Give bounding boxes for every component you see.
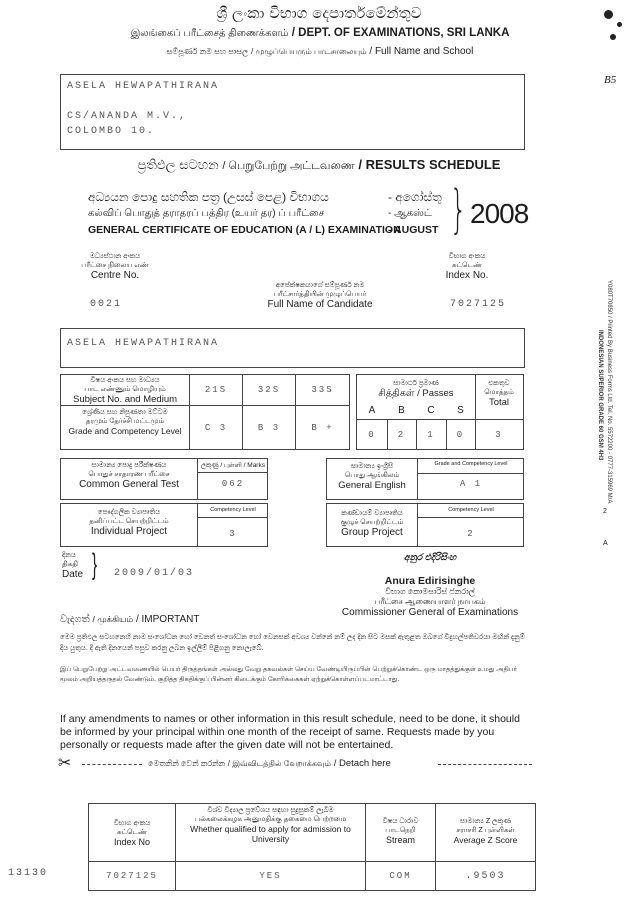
stub-univ-label-si: විශ්ව විද්‍යාල ප්‍රවේශය සඳහා සුදුසුකම් ලැබීම <box>207 807 334 814</box>
date-label-ta: திகதி <box>62 561 78 568</box>
candidate-label-en: Full Name of Candidate <box>267 299 373 310</box>
margin-printer-line: Y080T70850 / Printed By Business Forms Ltd. Tel. No. 5572200 - 0777-315969 M/A <box>606 280 612 504</box>
address-line-3: COLOMBO 10. <box>67 126 156 137</box>
index-label-en: Index No. <box>445 270 489 281</box>
passes-col-header: A <box>368 405 376 416</box>
date-brace: } <box>92 548 98 581</box>
date-label <box>62 551 83 580</box>
common-test-label-en: Common General Test <box>79 479 179 490</box>
total-label-en: Total <box>488 397 510 408</box>
margin-mark-a: 2 <box>603 508 607 515</box>
important-heading <box>60 614 200 626</box>
common-test-label-si: සාමාන්‍ය පොදු පරීක්ෂණය <box>91 462 167 469</box>
stub-stream-label-si: විෂය ධාරාව <box>382 818 419 825</box>
centre-number: 0021 <box>90 299 123 310</box>
grade-label-en: Grade and Competency Level <box>68 426 182 436</box>
header-title-sinhala: ශ්‍රී ලංකා විභාග දෙපාර්තමේන්තුව <box>216 4 422 22</box>
centre-label-si: මධ්‍යස්ථාන අංකය <box>89 253 141 260</box>
group-project-level: 2 <box>467 529 475 539</box>
passes-label-si: සාමාර්ථ ප්‍රමාණ <box>393 380 439 387</box>
date-value: 2009/01/03 <box>114 568 195 579</box>
general-english-box <box>326 458 524 500</box>
important-si: වැදගත් <box>60 614 90 625</box>
subject-grade: B 3 <box>257 423 281 433</box>
corner-dot <box>604 10 613 19</box>
centre-label-ta: பரீட்சை நிலைய எண் <box>81 262 149 269</box>
passes-label-ta: சித்திகள் / Passes <box>378 388 454 399</box>
detach-si: මෙතනින් වෙන් කරන්න <box>148 759 226 768</box>
general-english-label-si: සාමාන්‍ය ඉංග්‍රීසි <box>351 463 393 470</box>
candidate-name: ASELA HEWAPATHIRANA <box>67 338 220 349</box>
stub-index-label-ta: சுட்டெண் <box>116 829 148 836</box>
total-label <box>475 379 523 408</box>
group-project-box <box>326 503 524 547</box>
candidate-name-box <box>60 328 525 368</box>
individual-project-label <box>61 508 197 537</box>
grade-label <box>61 408 189 436</box>
detach-ta: / இவ்விடத்தில் வேறாக்கவும் <box>227 759 332 768</box>
general-english-comp-label: Grade and Competency Level <box>434 461 508 467</box>
margin-mark: B5 <box>604 74 617 86</box>
general-english-label <box>327 462 417 491</box>
signatory-title-en: Commissioner General of Examinations <box>341 607 519 618</box>
date-label-si: දිනය <box>62 552 76 559</box>
stub-z-value: .9503 <box>465 871 506 882</box>
stub-stream-label-en: Stream <box>385 835 415 845</box>
stub-univ-label-en: Whether qualified to apply for admission to University <box>190 824 351 844</box>
passes-col-header: S <box>457 405 464 416</box>
exam-month-en: - AUGUST <box>388 224 439 236</box>
individual-project-label-ta: தனிப்பட்ட செயற்றிட்டம் <box>89 518 169 525</box>
brace-symbol: } <box>450 180 467 240</box>
important-para-ta: இப் பெறுபேற்று அட்டவணையில் பெயர் திருத்தங்கள் அல்லது வேறு தகவல்கள் செய்ய வேண்டியிருப்பின் பெற்றுக்கொண்ட ஒரு மாதத்துக்குள் உமது அதிபர் மூலம் அறியத்தருதல் வேண்டும். குறித்த திகதிக்குப் பின்னர் கிடைக்கும் கோரிக்கைகள் ஏற்றுக்கொள்ளப்படமாட்டாது. <box>60 666 518 683</box>
subject-label-si: විෂය අංකය සහ මාධ්‍යය <box>90 377 160 384</box>
individual-project-level: 3 <box>229 529 237 539</box>
stub-stream-label-ta: பாடநெறி <box>385 827 416 834</box>
centre-label-en: Centre No. <box>90 270 140 281</box>
header-title-line2 <box>40 27 600 40</box>
subject-code: 21S <box>204 385 228 395</box>
centre-label <box>60 252 170 281</box>
results-title-en: / RESULTS SCHEDULE <box>358 157 501 172</box>
passes-table <box>356 374 524 450</box>
common-test-label-ta: பொதுச் சாதாரண பரீட்சை <box>88 471 170 478</box>
general-english-grade: A 1 <box>459 479 483 489</box>
individual-project-box <box>60 503 268 547</box>
stub-table <box>88 803 536 891</box>
stub-serial-number: 13130 <box>8 868 49 879</box>
stub-index-label-en: Index No <box>113 837 151 847</box>
stub-z-label-en: Average Z Score <box>453 835 518 845</box>
signatory-name: Anura Edirisinghe <box>384 575 476 587</box>
candidate-label-ta: பரீட்சார்த்தியின் முழுப்பெயர் <box>273 291 367 298</box>
common-test-marks: 062 <box>221 479 245 489</box>
results-title-ta: / பெறுபேற்று அட்டவணை <box>222 160 355 172</box>
individual-project-label-si: පෞද්ගලික ව්‍යාපෘතිය <box>97 509 161 516</box>
subject-grade: B + <box>311 423 334 433</box>
date-label-en: Date <box>62 569 84 580</box>
signatory-title-ta: பரீட்சை ஆணையாளர் நாயகம் <box>374 597 486 606</box>
results-schedule-title <box>0 157 638 174</box>
subject-label-en: Subject No. and Medium <box>72 394 178 405</box>
detach-label <box>148 758 391 769</box>
name-school-ta: / முழுப்பெயரும் பாடசாலையும் <box>251 47 367 56</box>
passes-col-header: B <box>398 405 405 416</box>
signature: අනුර එදිරිසිංහ <box>403 552 457 562</box>
corner-dot <box>617 22 622 27</box>
scissors-icon: ✂ <box>58 755 72 772</box>
exam-year: 2008 <box>470 198 529 229</box>
name-school-caption <box>40 46 600 57</box>
individual-project-comp-label: Competency Level <box>210 507 256 513</box>
address-line-2: CS/ANANDA M.V., <box>67 111 188 122</box>
detach-dashed-line <box>82 764 142 765</box>
detach-dashed-line <box>438 764 532 765</box>
results-title-si: ප්‍රතිඵල සටහන <box>137 157 219 172</box>
general-english-label-ta: பொது ஆங்கிலம் <box>344 472 400 479</box>
stub-z-label <box>436 817 535 845</box>
header-title-english: / DEPT. OF EXAMINATIONS, SRI LANKA <box>291 27 510 39</box>
important-para-si: මෙම ප්‍රතිඵල සටහනෙහි නාම සංශෝධන හෝ වෙනත් සංශෝධන හෝ වෙනසක් අවශ්‍ය වන්නේ නම් ලද දින සිට මසක් ඇතුළත ඔබගේ විදුහල්පතිවරයා මඟින් දැනුම් දිය යුතුය. දී ඇති දිනයෙන් පසුව කරනු ලබන ඉල්ලීම් පිළිගනු නොලැබේ. <box>60 634 525 652</box>
candidate-label-si: අපේක්ෂකයාගේ සම්පූර්ණ නම <box>275 282 365 289</box>
exam-month-ta: - ஆகஸ்ட் <box>388 208 432 219</box>
stub-index-label-si: විභාග අංකය <box>113 820 151 827</box>
exam-name-en: GENERAL CERTIFICATE OF EDUCATION (A / L) EXAMINATION <box>88 224 401 236</box>
subject-code: 32S <box>257 385 281 395</box>
margin-paper-line: INDONESIAN SUPERIOR GRADE 60 GSM 4H3 <box>597 330 603 461</box>
subjects-table <box>60 374 350 450</box>
total-label-si: එකතුව <box>488 380 510 387</box>
common-test-label <box>61 461 197 490</box>
grade-label-si: ශ්‍රේණිය සහ නිපුණතා මට්ටම <box>82 409 168 416</box>
detach-en: / Detach here <box>333 758 391 769</box>
subject-label <box>61 376 189 405</box>
passes-total: 3 <box>495 430 503 440</box>
stub-univ-label <box>176 806 365 844</box>
stub-index-label <box>89 819 175 847</box>
index-label-si: විභාග අංකය <box>448 253 486 260</box>
exam-name-si: අධ්‍යයන පොදු සහතික පත්‍ර (උසස් පෙළ) විභාගය <box>88 190 329 204</box>
name-school-en: / Full Name and School <box>369 46 474 57</box>
group-project-label-ta: குழுச் செயற்றிட்டம் <box>340 519 404 526</box>
marks-label: ලකුණු / புள்ளி / Marks <box>201 462 265 469</box>
index-label-ta: சுட்டெண் <box>451 262 483 269</box>
exam-name-ta: கல்விப் பொதுத் தராதரப் பத்திர (உயர் தர) ப் பரீட்சை <box>88 208 325 219</box>
signatory-block <box>330 552 530 618</box>
signatory-title-si: විභාග කොමසාරිස් ජනරාල් <box>385 587 475 596</box>
important-en: / IMPORTANT <box>135 614 200 625</box>
passes-col-header: C <box>427 405 435 416</box>
passes-count: 0 <box>368 430 376 440</box>
stub-stream-value: COM <box>389 871 412 881</box>
address-box <box>60 74 525 150</box>
passes-count: 2 <box>397 430 406 440</box>
individual-project-label-en: Individual Project <box>90 526 168 537</box>
name-school-si: සම්පූර්ණ නම සහ පාසල <box>166 47 249 56</box>
group-project-label <box>327 509 417 538</box>
stub-univ-value: YES <box>259 871 282 881</box>
corner-dot <box>610 34 616 40</box>
candidate-name-label <box>200 281 440 310</box>
total-label-ta: மொத்தம் <box>484 389 514 396</box>
margin-mark-b: A <box>603 540 608 547</box>
common-test-box <box>60 458 268 500</box>
stub-univ-label-ta: பல்கலைக்கழக அனுமதிக்கு தகைமை பெற்றமை <box>194 816 347 823</box>
important-para-en: If any amendments to names or other information in this result schedule, need to be done, it should be informed by your principal within one month of the receipt of same. Requests made by you personally or requests made after the given date will not be entertained. <box>60 713 520 751</box>
stub-index-value: 7027125 <box>106 871 158 881</box>
stub-z-label-ta: சராசரி Z புள்ளிகள் <box>456 827 515 834</box>
address-line-1: ASELA HEWAPATHIRANA <box>67 81 220 92</box>
grade-label-ta: தரமும் தேர்ச்சி மட்டமும் <box>85 418 165 425</box>
group-project-label-en: Group Project <box>341 527 403 538</box>
stub-stream-label <box>366 817 435 845</box>
passes-count: 0 <box>456 430 465 440</box>
group-project-label-si: කණ්ඩායම් ව්‍යාපෘතිය <box>341 510 403 517</box>
important-ta: / முக்கியம் <box>92 614 134 624</box>
group-project-comp-label: Competency Level <box>448 507 494 513</box>
subject-grade: C 3 <box>204 423 228 433</box>
general-english-label-en: General English <box>338 480 406 491</box>
index-number: 7027125 <box>450 299 507 310</box>
header-title-tamil: இலங்கைப் பரீட்சைத் திணைக்களம் <box>130 28 289 39</box>
exam-month-si: - අගෝස්තු <box>388 190 442 204</box>
passes-count: 1 <box>427 430 435 440</box>
passes-label <box>357 379 475 400</box>
stub-z-label-si: සාමාන්‍ය Z ලකුණ <box>460 818 511 825</box>
subject-label-ta: பாட எண்ணும் மொழியும் <box>84 386 166 393</box>
subject-code: 33S <box>311 385 334 395</box>
index-label <box>412 252 522 281</box>
